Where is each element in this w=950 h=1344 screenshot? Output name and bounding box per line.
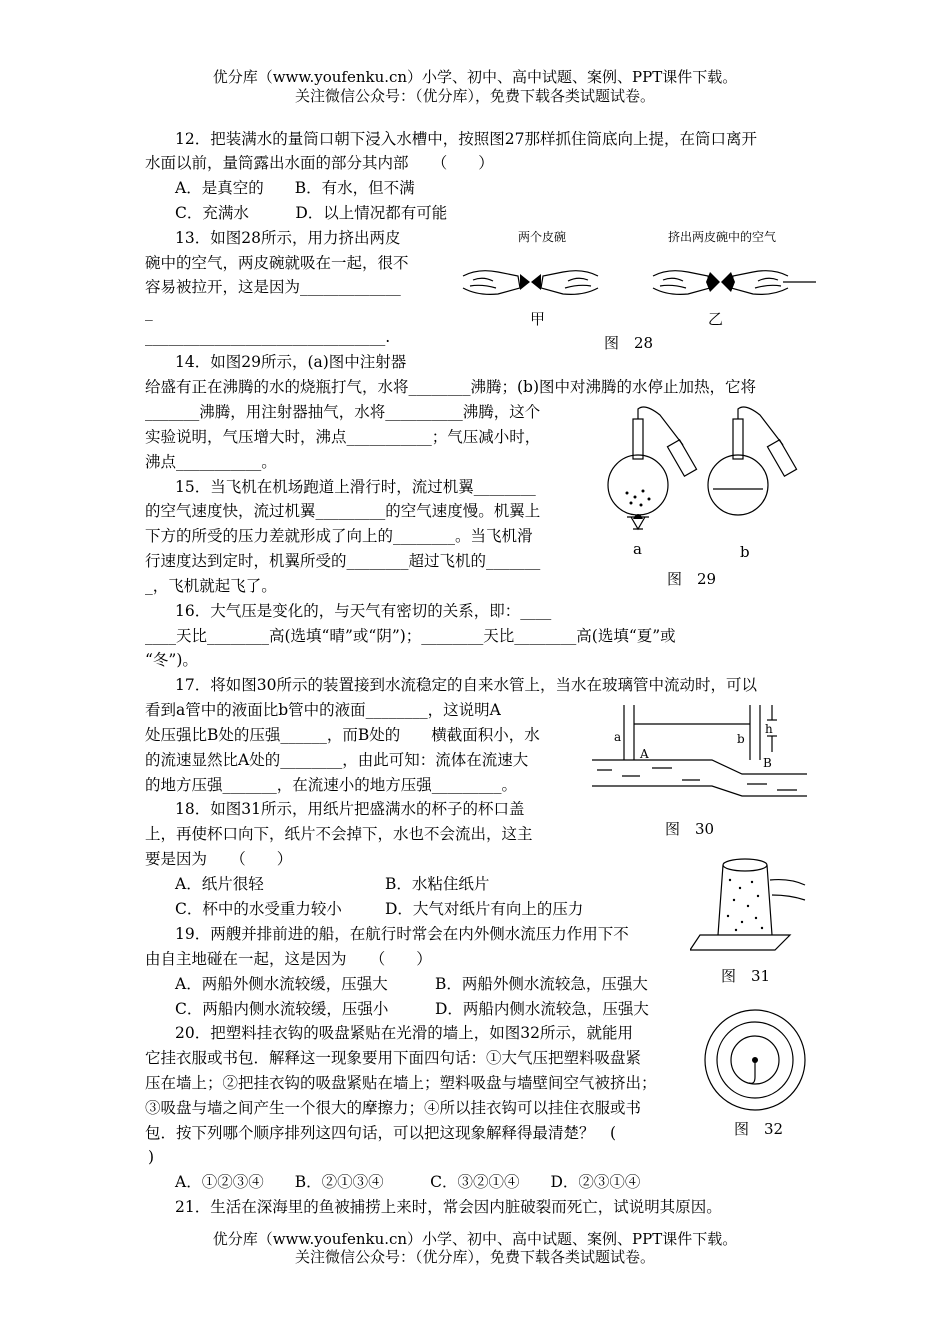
q16-line-3: “冬”)。 <box>145 651 198 669</box>
fig30-label-b: b <box>737 732 745 746</box>
figure-29 <box>605 405 815 588</box>
q13-line-1: 13．如图28所示，用力挤出两皮 <box>175 229 401 247</box>
q20-line-4: ③吸盘与墙之间产生一个很大的摩擦力；④所以挂衣钩可以挂住衣服或书 <box>145 1099 642 1117</box>
figure-30 <box>592 700 807 840</box>
q20-line-3: 压在墙上；②把挂衣钩的吸盘紧贴在墙上；塑料吸盘与墙壁间空气被挤出； <box>145 1074 657 1092</box>
q12-line-3: A．是真空的 B．有水，但不满 <box>175 179 415 197</box>
q13-line-2: 碗中的空气，两皮碗就吸在一起，很不 <box>145 254 409 272</box>
q16-line-1: 16．大气压是变化的，与天气有密切的关系，即：____ <box>175 602 552 620</box>
q12-line-2: 水面以前，量筒露出水面的部分其内部 （ ） <box>145 154 494 172</box>
q19-line-1: 19．两艘并排前进的船，在航行时常会在内外侧水流压力作用下不 <box>175 925 629 943</box>
q21-line-1: 21．生活在深海里的鱼被捕捞上来时，常会因内脏破裂而死亡，试说明其原因。 <box>175 1198 722 1216</box>
q19-line-2: 由自主地碰在一起，这是因为 （ ） <box>145 950 432 968</box>
q20-line-1: 20．把塑料挂衣钩的吸盘紧贴在光滑的墙上，如图32所示，就能用 <box>175 1024 633 1042</box>
q18-line-3: 要是因为 （ ） <box>145 850 293 868</box>
suction-cup-illustration <box>458 246 828 326</box>
q17-line-5: 的地方压强_______，在流速小的地方压强_________。 <box>145 776 518 794</box>
q18-option-d: D．大气对纸片有向上的压力 <box>385 900 584 918</box>
fig28-sub-b: 乙 <box>708 310 724 328</box>
fig30-caption: 图 30 <box>665 820 715 838</box>
inverted-cup-illustration <box>690 850 810 955</box>
fig30-label-A: A <box>640 747 649 761</box>
q17-line-4: 的流速显然比A处的________，由此可知：流体在流速大 <box>145 751 529 769</box>
q19-option-c: C．两船内侧水流较缓，压强小 <box>175 1000 389 1018</box>
q14-line-2: 给盛有正在沸腾的水的烧瓶打气，水将________沸腾；(b)图中对沸腾的水停止加热，它将 <box>145 378 757 396</box>
figure-28 <box>458 228 828 353</box>
q12-line-1: 12．把装满水的量筒口朝下浸入水槽中，按照图27那样抓住筒底向上提，在筒口离开 <box>175 130 757 148</box>
q15-line-5: _，飞机就起飞了。 <box>145 577 277 595</box>
fig30-label-a: a <box>614 730 622 744</box>
fig30-label-B: B <box>763 756 772 770</box>
footer-line-2: 关注微信公众号：（优分库），免费下载各类试题试卷。 <box>294 1248 655 1266</box>
q13-line-5: _______________________________. <box>145 328 391 346</box>
q14-line-5: 沸点___________。 <box>145 453 277 471</box>
q14-line-3: _______沸腾，用注射器抽气，水将__________沸腾，这个 <box>145 403 541 421</box>
figure-31 <box>690 850 810 990</box>
q15-line-2: 的空气速度快，流过机翼_________的空气速度慢。机翼上 <box>145 502 541 520</box>
q17-line-1: 17．将如图30所示的装置接到水流稳定的自来水管上，当水在玻璃管中流动时，可以 <box>175 676 757 694</box>
footer-line-1: 优分库（www.youfenku.cn）小学、初中、高中试题、案例、PPT课件下载。 <box>212 1230 738 1248</box>
fig29-sub-b: b <box>740 543 750 561</box>
q20-options: A．①②③④ B．②①③④ C．③②①④ D．②③①④ <box>175 1173 641 1191</box>
q19-option-d: D．两船内侧水流较急，压强大 <box>435 1000 649 1018</box>
q20-line-6: ) <box>148 1148 155 1166</box>
q17-line-3: 处压强比B处的压强______，而B处的 横截面积小，水 <box>145 726 540 744</box>
q18-option-c: C．杯中的水受重力较小 <box>175 900 342 918</box>
q17-line-2: 看到a管中的液面比b管中的液面________，这说明A <box>145 701 501 719</box>
q18-line-2: 上，再使杯口向下，纸片不会掉下，水也不会流出，这主 <box>145 825 533 843</box>
fig28-caption: 图 28 <box>604 334 654 352</box>
q14-line-4: 实验说明，气压增大时，沸点___________；气压减小时， <box>145 428 541 446</box>
fig29-sub-a: a <box>633 540 642 558</box>
q20-line-2: 它挂衣服或书包．解释这一现象要用下面四句话：①大气压把塑料吸盘紧 <box>145 1049 642 1067</box>
header-line-2: 关注微信公众号：（优分库），免费下载各类试题试卷。 <box>294 87 655 105</box>
q18-option-a: A．纸片很轻 <box>175 875 264 893</box>
q16-line-2: ____天比________高(选填“晴”或“阴”)；________天比________高(选填“夏”或 <box>145 627 676 645</box>
fig29-caption: 图 29 <box>667 570 717 588</box>
header-line-1: 优分库（www.youfenku.cn）小学、初中、高中试题、案例、PPT课件下载。 <box>212 68 738 86</box>
suction-hook-illustration <box>700 1005 810 1115</box>
flask-syringe-illustration <box>605 405 815 545</box>
q18-line-1: 18．如图31所示，用纸片把盛满水的杯子的杯口盖 <box>175 800 525 818</box>
fig30-label-h: h <box>765 722 773 736</box>
fig28-label-left: 两个皮碗 <box>518 230 567 244</box>
fig31-caption: 图 31 <box>721 967 771 985</box>
q18-option-b: B．水粘住纸片 <box>385 875 490 893</box>
q12-line-4: C．充满水 D．以上情况都有可能 <box>175 204 448 222</box>
venturi-tube-illustration <box>592 700 807 810</box>
fig28-sub-a: 甲 <box>530 310 546 328</box>
q19-option-b: B．两船外侧水流较急，压强大 <box>435 975 648 993</box>
q13-line-4: _ <box>145 303 153 321</box>
q14-line-1: 14．如图29所示，(a)图中注射器 <box>175 353 407 371</box>
q15-line-1: 15．当飞机在机场跑道上滑行时，流过机翼________ <box>175 478 536 496</box>
q19-option-a: A．两船外侧水流较缓，压强大 <box>175 975 388 993</box>
q20-line-5: 包．按下列哪个顺序排列这四句话，可以把这现象解释得最清楚？ ( <box>145 1124 617 1142</box>
figure-32 <box>700 1005 810 1140</box>
q15-line-4: 行速度达到定时，机翼所受的________超过飞机的_______ <box>145 552 541 570</box>
q13-line-3: 容易被拉开，这是因为_____________ <box>145 278 401 296</box>
fig28-label-right: 挤出两皮碗中的空气 <box>668 230 777 244</box>
q15-line-3: 下方的所受的压力差就形成了向上的________。当飞机滑 <box>145 527 533 545</box>
fig32-caption: 图 32 <box>734 1120 784 1138</box>
